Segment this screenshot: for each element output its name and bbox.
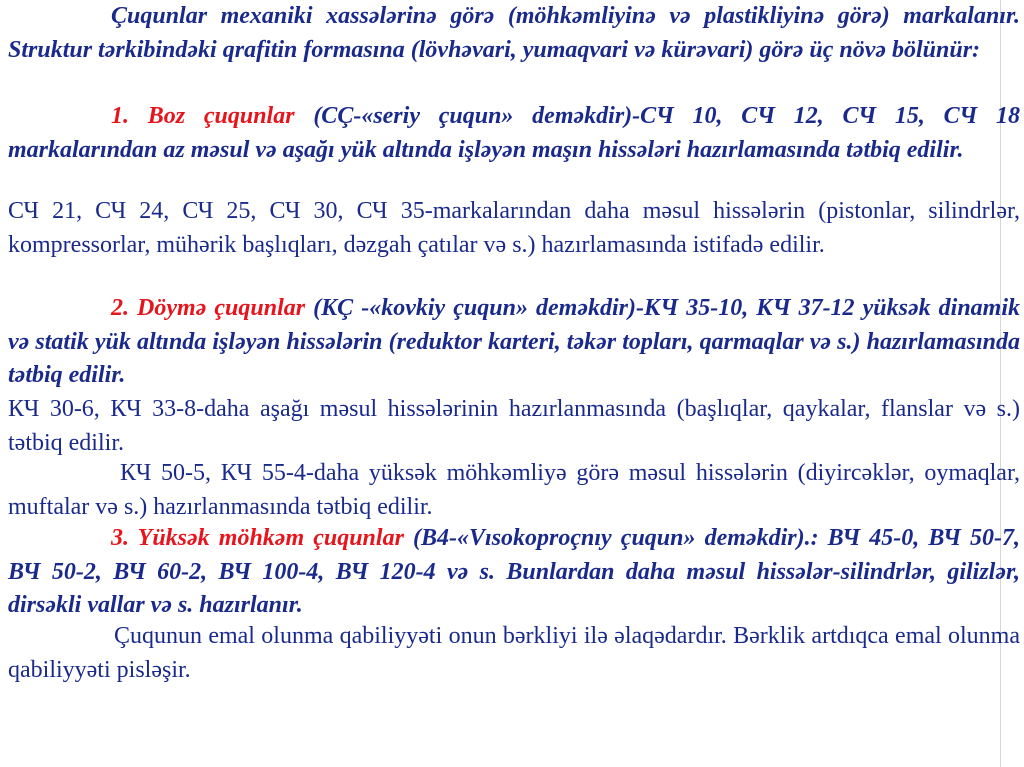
high-strength-cast-iron-text: (В4-«Vısokoproçnıy çuqun» deməkdir).: ВЧ 45-0, ВЧ 50-7, ВЧ 50-2, ВЧ 60-2, ВЧ 100-4, ВЧ 120-4 və s. Bunlardan daha məsul hissələr-silindrlər, gilizlər, dirsəkli vallar və s. hazırlanır. bbox=[8, 525, 1020, 618]
paragraph-malleable-high-grade bbox=[8, 457, 1020, 524]
paragraph-malleable-low-grade bbox=[8, 393, 1020, 460]
malleable-cast-iron-heading: 2. Döymə çuqunlar bbox=[111, 295, 306, 321]
gray-cast-iron-grades-text: СЧ 21, СЧ 24, СЧ 25, СЧ 30, СЧ 35-markalarından daha məsul hissələrin (pistonlar, silindrlər, kompressorlar, mühərik başlıqları, dəzgah çatılar və s.) hazırlamasında istifadə edilir. bbox=[8, 198, 1020, 258]
paragraph-high-strength-cast-iron bbox=[8, 522, 1020, 623]
paragraph-malleable-cast-iron bbox=[8, 292, 1020, 393]
malleable-high-grade-text: КЧ 50-5, КЧ 55-4-daha yüksək möhkəmliyə görə məsul hissələrin (diyircəklər, oymaqlar, muftalar və s.) hazırlanmasında tətbiq edilir. bbox=[8, 460, 1020, 520]
paragraph-gray-cast-iron-grades bbox=[8, 195, 1020, 262]
machinability-text: Çuqunun emal olunma qabiliyyəti onun bərkliyi ilə əlaqədardır. Bərklik artdıqca emal olunma qabiliyyəti pisləşir. bbox=[8, 623, 1020, 683]
high-strength-cast-iron-heading: 3. Yüksək möhkəm çuqunlar bbox=[111, 525, 404, 551]
malleable-low-grade-text: КЧ 30-6, КЧ 33-8-daha aşağı məsul hissələrinin hazırlanmasında (başlıqlar, qaykalar, flanslar və s.) tətbiq edilir. bbox=[8, 396, 1020, 456]
paragraph-machinability bbox=[8, 620, 1020, 687]
paragraph-intro bbox=[8, 0, 1020, 67]
paragraph-intro-text: Çuqunlar mexaniki xassələrinə görə (möhkəmliyinə və plastikliyinə görə) markalanır. Struktur tərkibindəki qrafitin formasına (lövhəvari, yumaqvari və kürəvari) görə üç növə bölünür: bbox=[8, 3, 1020, 63]
paragraph-gray-cast-iron bbox=[8, 100, 1020, 167]
malleable-cast-iron-text: (KÇ -«kovkiy çuqun» deməkdir)-КЧ 35-10, КЧ 37-12 yüksək dinamik və statik yük altında işləyən hissələrin (reduktor karteri, təkər topları, qarmaqlar və s.) hazırlamasında tətbiq edilir. bbox=[8, 295, 1021, 388]
gray-cast-iron-text: (CÇ-«seriy çuqun» deməkdir)-СЧ 10, СЧ 12, СЧ 15, СЧ 18 markalarından az məsul və aşağı yük altında işləyən maşın hissələri hazırlamasında tətbiq edilir. bbox=[8, 103, 1020, 163]
gray-cast-iron-heading: 1. Boz çuqunlar bbox=[111, 103, 295, 129]
